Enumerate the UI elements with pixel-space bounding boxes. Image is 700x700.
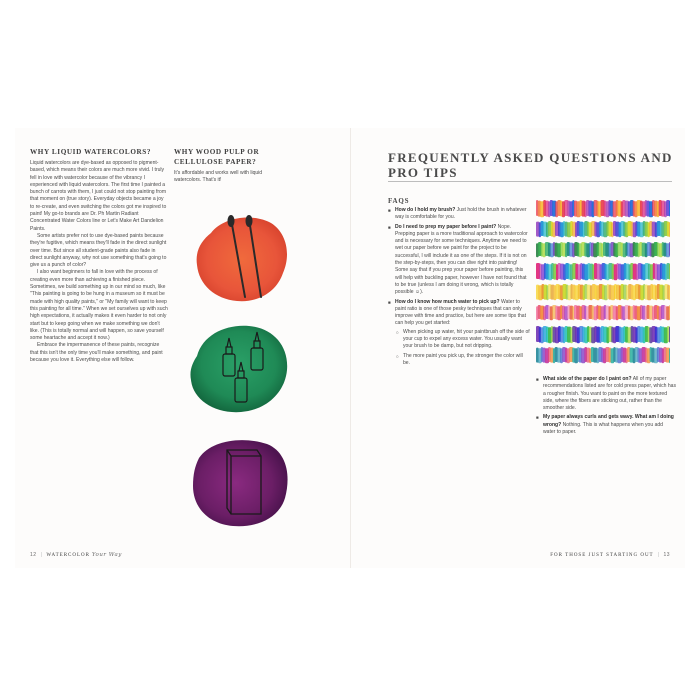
faq-tip: ○ The more paint you pick up, the stronger the color will be. [395,353,531,368]
faq-item [388,224,531,297]
faq-item [536,414,676,436]
paint-stroke [669,305,670,319]
book-title-script: Your Way [91,552,122,558]
book-gutter [350,128,351,568]
right-page-footer: FOR THOSE JUST STARTING OUT | 13 [550,552,670,558]
book-title: WATERCOLOR [46,553,90,558]
faq-answer: Just hold the brush in whatever way is comfortable for you. [395,207,527,221]
color-swatch-strokes [536,198,670,366]
faq-list [388,207,531,369]
liquid-watercolors-body [30,160,168,364]
faq-list-continued [536,376,676,438]
paint-stroke [669,222,670,237]
faq-tip: ○ When picking up water, hit your paintbrush off the side of your cup to expel any excess water. You usually want your brush to be damp, but not dripping. [395,329,531,351]
faq-question: My paper always curls and gets wavy. What am I doing wrong? [543,414,674,428]
paragraph: Embrace the impermanence of these paints, recognize that this isn't the only time you'll make something, and paint because you love it. Everything else will follow. [30,342,163,364]
faq-answer: All of my paper recommendations listed are for cold press paper, which has a rougher finish. You want to paint on the more textured side, where the fibers are sticking out, rather than the smoother side. [543,376,676,412]
paint-stroke [669,201,670,217]
faq-answer: Water to paint ratio is one of those pesky techniques that can only improve with time and practice, but here are some tips that can help you get started: [395,298,526,327]
faq-question: How do I know how much water to pick up? [395,298,500,305]
cellulose-paper-section [174,148,284,185]
green-paint-splotch [190,326,287,412]
page-number: 12 [30,552,37,558]
cellulose-paper-heading: WHY WOOD PULP OR CELLULOSE PAPER? [174,148,260,166]
paint-stroke [669,242,670,256]
paragraph: Liquid watercolors are dye-based as opposed to pigment-based, which means their colors are much more vivid. I truly fell in love with watercolor because of the vibrancy I experienced with liquid watercolors. The first time I painted a bunch of carrots with them, I just could not stop painting from that moment on (true story). Everyday objects became a joy to re-create, and even switching the colors got me inspired to paint! My go-to brands are Dr. Ph Martin Radiant Concentrated Water Colors line or Let's Make Art Dandelion Paints. [30,160,167,232]
cellulose-paper-body: It's affordable and works well with liquid watercolors. That's it! [174,170,263,184]
faq-question: Do I need to prep my paper before I paint? [395,223,497,230]
paint-stroke [669,264,670,280]
faq-answer: Nope. Prepping paper is a more traditional approach to watercolor and is necessary for some techniques. Anytime we need to wet our paper before we paint for the project to be successful, I will include it as one of the steps. If it is not on the step-by-steps, then you can dive right into painting! Some say that if you prep your paper before painting, this will help with buckling paper, however I have not found that to be true (unless I am doing it wrong, which is totally possible ☺). [395,223,528,296]
paintbrushes-illustration [193,211,293,306]
paint-stroke [669,348,670,363]
faq-question: What side of the paper do I paint on? [543,376,632,382]
faq-question: How do I hold my brush? [395,207,456,213]
paint-stroke [669,327,670,343]
title-divider [388,181,672,182]
faq-item [388,299,531,368]
orange-paint-splotch [197,218,287,302]
faq-answer: Nothing. This is what happens when you add water to paper. [543,421,663,436]
faq-item [388,207,531,222]
purple-paint-splotch [193,440,288,526]
liquid-watercolors-heading: WHY LIQUID WATERCOLORS? [30,148,152,156]
left-page-footer: 12 | WATERCOLOR Your Way [30,552,122,558]
page-title: FREQUENTLY ASKED QUESTIONS AND PRO TIPS [388,150,673,180]
page-number: 13 [663,552,670,558]
section-name: FOR THOSE JUST STARTING OUT [550,553,654,558]
faqs-heading: FAQS [388,197,410,205]
faq-item [536,376,676,412]
paragraph: I also want beginners to fall in love with the process of creating even more than achieving a finished piece. Sometimes, we build something up in our mind so much, like "This painting is going to be hung in a museum so it must be made with high quality paints," or "My family will want to keep this painting for all time." When we set ourselves up with such high expectations, it actually makes it even harder to not only start but to keep going when we make something we don't like. (This is totally normal and will happen, so save yourself some heartache and accept it now.) [30,269,168,342]
dropper-bottles-illustration [187,320,292,415]
paragraph: Some artists prefer not to use dye-based paints because they're fugitive, which means they'll fade in the direct sunlight over time. But since all student-grade paints also fade in direct sunlight anyway, why not use something that's going to give us a punch of color? [30,232,167,269]
paper-sheet-illustration [191,434,291,529]
liquid-watercolors-section [30,148,168,364]
paint-stroke [669,285,670,300]
